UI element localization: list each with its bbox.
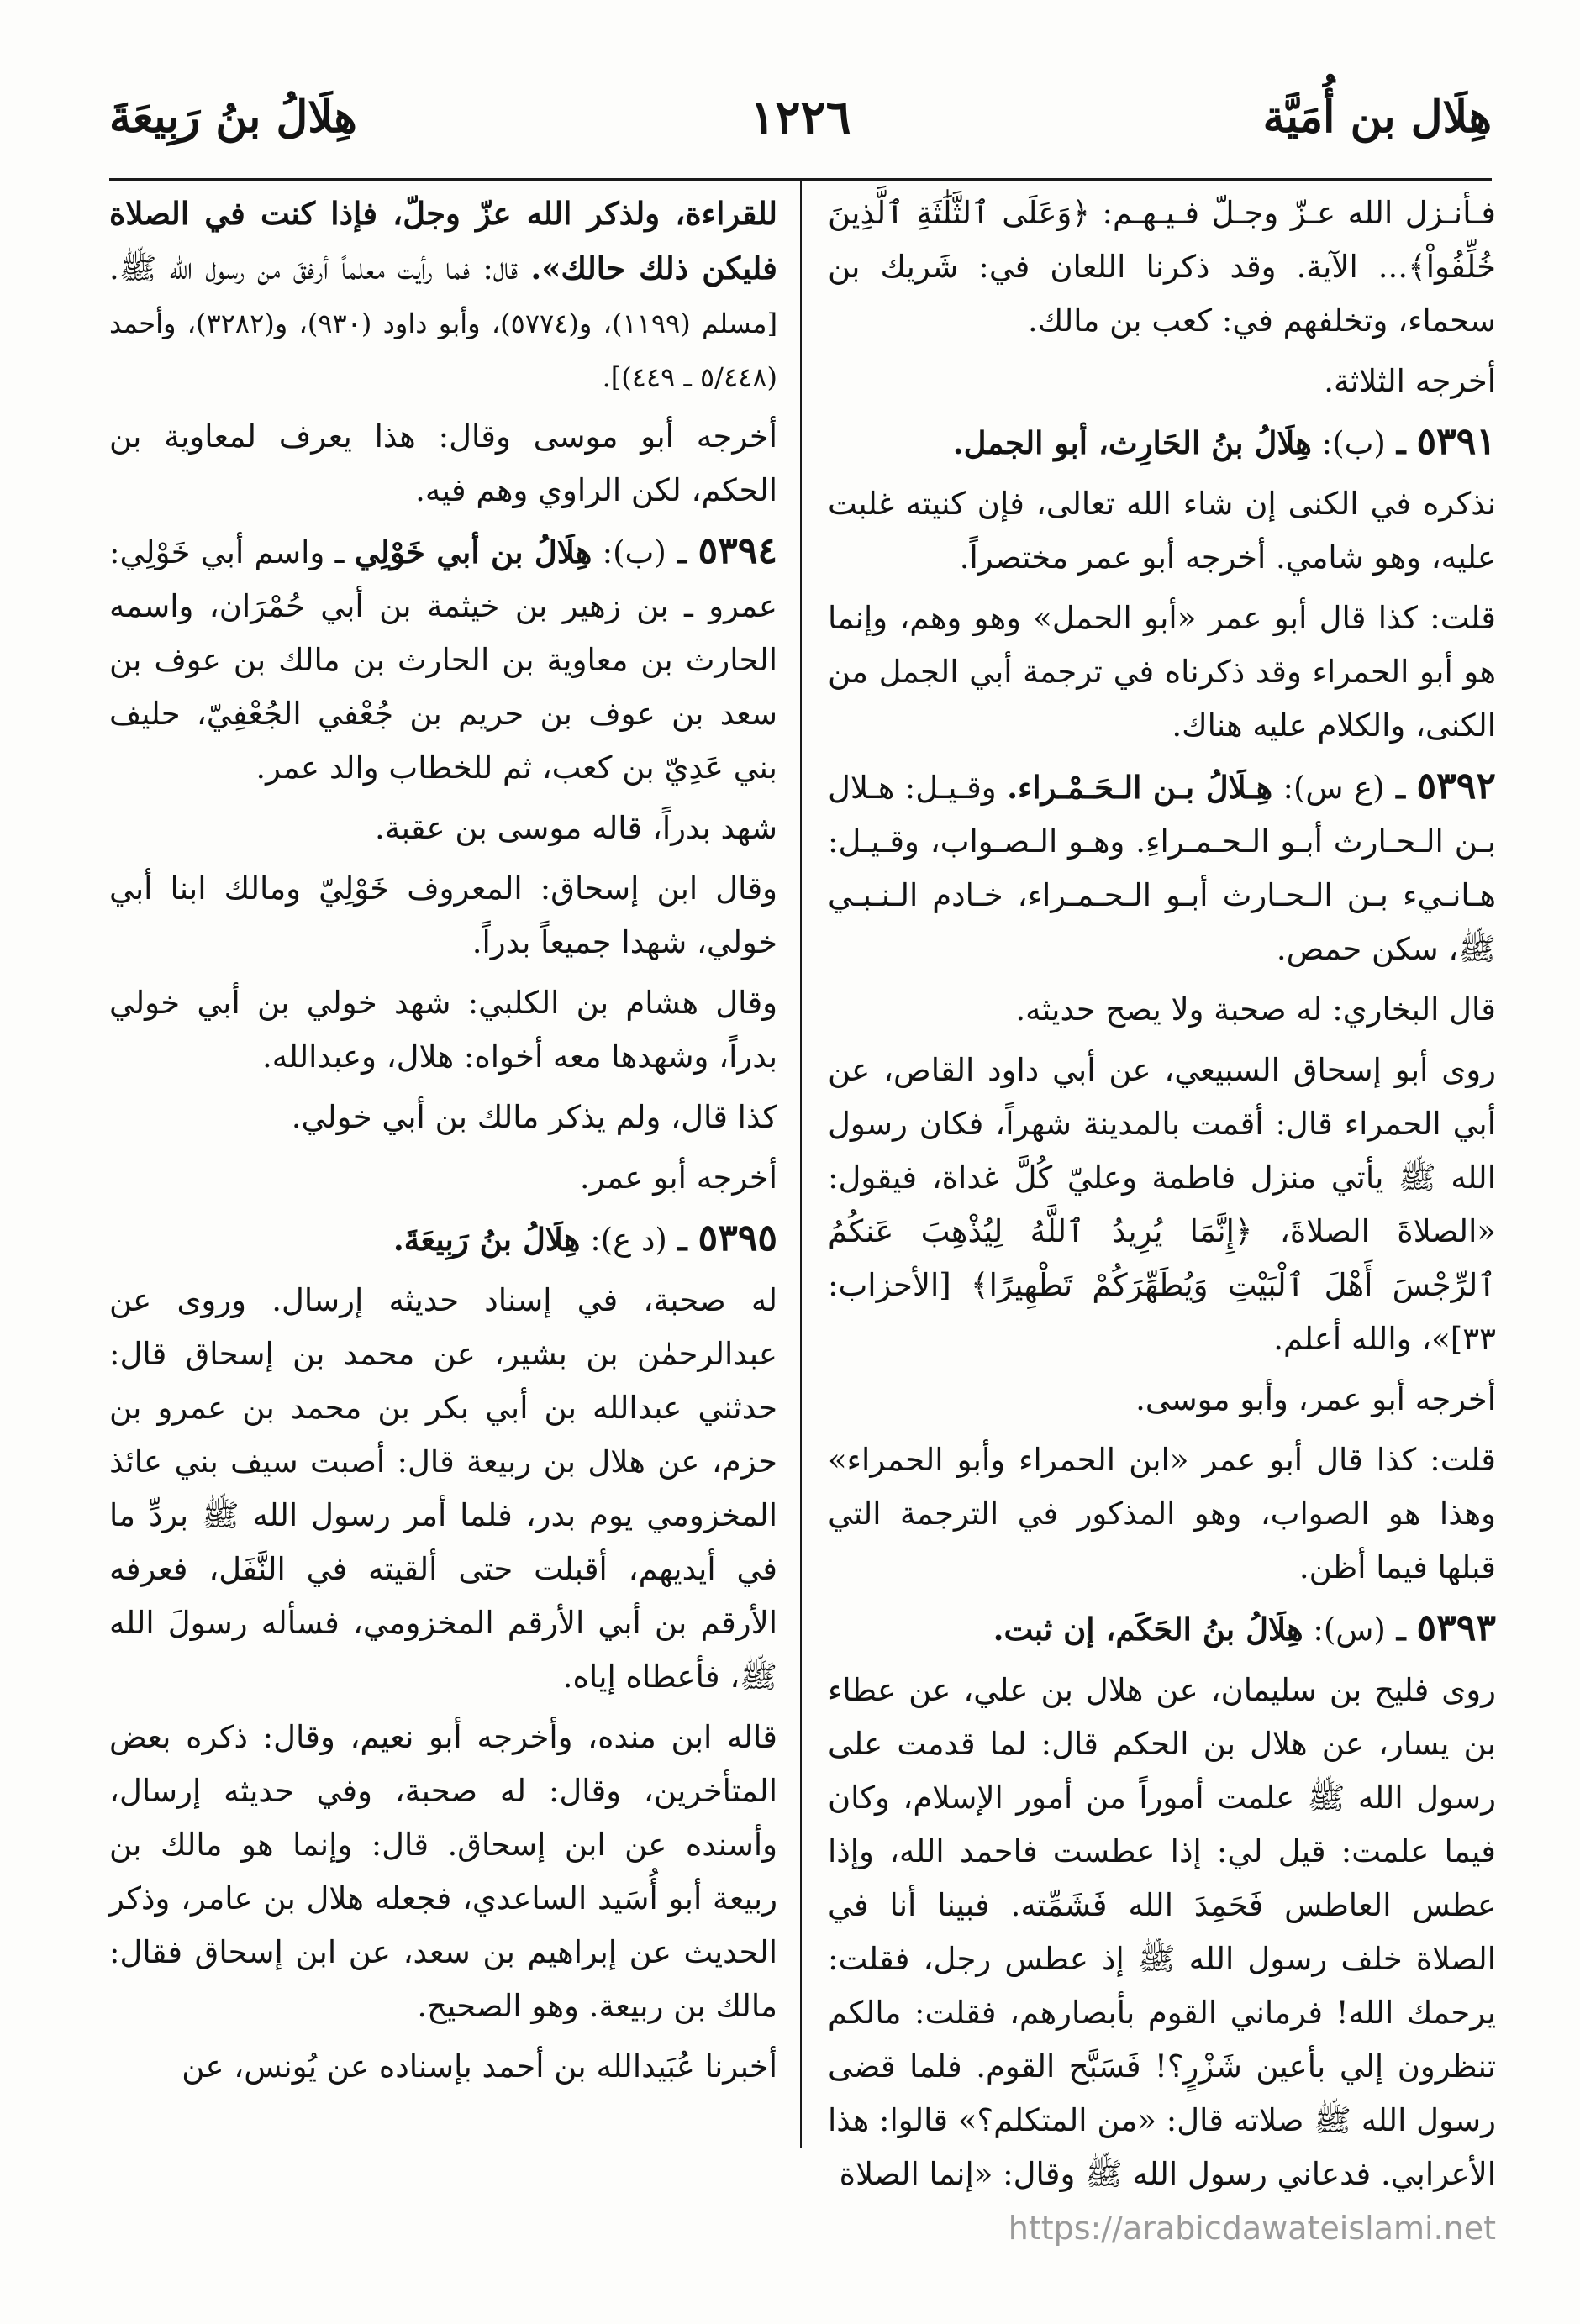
entry-5391 bbox=[828, 415, 1496, 471]
entry-code: (س): bbox=[1303, 1612, 1386, 1648]
paragraph: له صحبة، في إسناد حديثه إرسال. وروى عن عبدالرحمٰن بن بشير، عن محمد بن إسحاق قال: حدثني عبدالله بن أبي بكر بن محمد بن عمرو بن حزم، عن هلال بن ربيعة قال: أصبت سيف بني عائذ المخزومي يوم بدر، فلما أمر رسول الله ﷺ بردِّ ما في أيديهم، أقبلت حتى ألقيته في النَّفَل، فعرفه الأرقم بن أبي الأرقم المخزومي، فسأله رسولَ الله ﷺ، فأعطاه إياه. bbox=[109, 1282, 777, 1695]
entry-text: ـ واسم أبي خَوْلِي: عمرو ـ بن زهير بن خيثمة بن أبي حُمْرَان، واسمه الحارث بن معاوية بن الحارث بن مالك بن عوف بن سعد بن عوف بن حريم بن جُعْفي الجُعْفِيّ، حليف بني عَدِيّ بن كعب، ثم للخطاب والد عمر. bbox=[109, 534, 777, 786]
running-title-left: هِلَالُ بنُ رَبِيعَةَ bbox=[109, 92, 357, 143]
paragraph: فـأنـزل الله عـزّ وجـلّ فـيـهـم: ﴿وَعَلَى ٱلثَّلَٰثَةِ ٱلَّذِينَ خُلِّفُواْ﴾... الآية. وقد ذكرنا اللعان في: شَريك بن سحماء، وتخلفهم في: كعب بن مالك. bbox=[828, 195, 1496, 339]
entry-dash: ـ bbox=[666, 1221, 698, 1258]
paragraph: شهد بدراً، قاله موسى بن عقبة. bbox=[375, 810, 777, 846]
column-divider bbox=[800, 178, 802, 2148]
entry-5393 bbox=[828, 1601, 1496, 1657]
entry-dash: ـ bbox=[1385, 1611, 1417, 1648]
entry-number: ٥٣٩٤ bbox=[698, 529, 777, 572]
paragraph: أخرجه أبو موسى وقال: هذا يعرف لمعاوية بن الحكم، لكن الراوي وهم فيه. bbox=[109, 418, 777, 508]
paragraph: روى فليح بن سليمان، عن هلال بن علي، عن عطاء بن يسار، عن هلال بن الحكم قال: لما قدمت على رسول الله ﷺ علمت أموراً من أمور الإسلام، وكان فيما علمت: قيل لي: إذا عطست فاحمد الله، وإذا عطس العاطس فَحَمِدَ الله فَشَمِّته. فبينا أنا في الصلاة خلف رسول الله ﷺ إذ عطس رجل، فقلت: يرحمك الله! فرماني القوم بأبصارهم، فقلت: مالكم تنظرون إلي بأعين شَزْرٍ؟! فَسَبَّح القوم. فلما قضى رسول الله ﷺ صلاته قال: «من المتكلم؟» قالوا: هذا الأعرابي. فدعاني رسول الله ﷺ وقال: «إنما الصلاة bbox=[828, 1672, 1496, 2192]
page-header bbox=[109, 77, 1492, 153]
reference: [مسلم (١١٩٩)، و(٥٧٧٤)، وأبو داود (٩٣٠)، و(٣٢٨٢)، وأحمد (٥/٤٤٨ ـ ٤٤٩)]. bbox=[109, 308, 778, 393]
entry-number: ٥٣٩٢ bbox=[1416, 765, 1496, 807]
paragraph: أخبرنا عُبَيدالله بن أحمد بإسناده عن يُونس، عن bbox=[182, 2048, 777, 2085]
right-column bbox=[828, 187, 1496, 2192]
entry-number: ٥٣٩٣ bbox=[1416, 1606, 1496, 1649]
entry-name: هِلَالُ بنُ الحَارِث، أبو الجمل. bbox=[952, 424, 1312, 461]
entry-name: هِـلَالُ بـن الـحَـمْـراء. bbox=[1007, 769, 1273, 806]
paragraph-text: قال: فما رأيت معلماً أرفقَ من رسول الله ﷺ. bbox=[109, 250, 531, 287]
left-column bbox=[109, 187, 777, 2153]
paragraph: وقال هشام بن الكلبي: شهد خولي بن أبي خولي بدراً، وشهدها معه أخواه: هلال، وعبدالله. bbox=[109, 985, 777, 1075]
paragraph bbox=[109, 187, 777, 403]
entry-name: هِلَالُ بن أبي خَوْلِي bbox=[354, 534, 592, 570]
entry-dash: ـ bbox=[1385, 424, 1417, 461]
hadith-text: للقراءة، ولذكر الله عزّ وجلّ، فإذا كنت في الصلاة فليكن ذلك حالك». bbox=[109, 195, 777, 287]
entry-code: (ب): bbox=[1311, 425, 1386, 461]
entry-5394 bbox=[109, 524, 777, 795]
page-number: ١٢٢٦ bbox=[750, 90, 851, 145]
running-title-right: هِلَال بن أُمَيَّة bbox=[1262, 92, 1492, 143]
paragraph: قاله ابن منده، وأخرجه أبو نعيم، وقال: ذكره بعض المتأخرين، وقال: له صحبة، وفي حديثه إرسال، وأسنده عن ابن إسحاق. قال: وإنما هو مالك بن ربيعة أبو أُسَيد الساعدي، فجعله هلال بن عامر، وذكر الحديث عن إبراهيم بن سعد، عن ابن إسحاق فقال: مالك بن ربيعة. وهو الصحيح. bbox=[109, 1719, 777, 2024]
entry-5395 bbox=[109, 1212, 777, 1267]
entry-number: ٥٣٩١ bbox=[1416, 420, 1496, 463]
entry-5392 bbox=[828, 760, 1496, 976]
watermark-url: https://arabicdawateislami.net bbox=[1008, 2210, 1496, 2247]
entry-code: (ع س): bbox=[1272, 770, 1385, 806]
paragraph: قال البخاري: له صحبة ولا يصح حديثه. bbox=[1015, 991, 1496, 1028]
entry-dash: ـ bbox=[666, 534, 698, 570]
entry-dash: ـ bbox=[1384, 769, 1417, 806]
entry-number: ٥٣٩٥ bbox=[698, 1217, 777, 1259]
entry-name: هِلَالُ بنُ الحَكَم، إن ثبت. bbox=[993, 1611, 1304, 1648]
entry-text: وقـيـل: هـلال بـن الـحـارث أبـو الـحـمـراءِ. وهـو الـصـواب، وقـيـل: هـانـيء بـن الـحـارث أبـو الـحـمـراء، خـادم الـنـبـي ﷺ، سكن حمص. bbox=[828, 770, 1496, 967]
paragraph: وقال ابن إسحاق: المعروف خَوْلِيّ ومالك ابنا أبي خولي، شهدا جميعاً بدراً. bbox=[109, 870, 777, 960]
paragraph: أخرجه أبو عمر، وأبو موسى. bbox=[1135, 1381, 1496, 1417]
paragraph: أخرجه الثلاثة. bbox=[1324, 363, 1496, 399]
paragraph: أخرجه أبو عمر. bbox=[579, 1159, 777, 1196]
paragraph: نذكره في الكنى إن شاء الله تعالى، فإن كنيته غلبت عليه، وهو شامي. أخرجه أبو عمر مختصراً. bbox=[828, 486, 1496, 576]
entry-code: (د ع): bbox=[580, 1222, 667, 1258]
entry-code: (ب): bbox=[592, 534, 666, 570]
paragraph: قلت: كذا قال أبو عمر «أبو الحمل» وهو وهم، وإنما هو أبو الحمراء وقد ذكرناه في ترجمة أبي الجمل من الكنى، والكلام عليه هناك. bbox=[828, 600, 1496, 744]
entry-name: هِلَالُ بنُ رَبِيعَةَ. bbox=[392, 1221, 581, 1258]
paragraph: روى أبو إسحاق السبيعي، عن أبي داود القاص، عن أبي الحمراء قال: أقمت بالمدينة شهراً، فكان رسول الله ﷺ يأتي منزل فاطمة وعليّ كُلَّ غداة، فيقول: «الصلاةَ الصلاةَ، ﴿إِنَّمَا يُرِيدُ ٱللَّهُ لِيُذْهِبَ عَنكُمُ ٱلرِّجْسَ أَهْلَ ٱلْبَيْتِ وَيُطَهِّرَكُمْ تَطْهِيرًا﴾ [الأحزاب: ٣٣]»، والله أعلم. bbox=[828, 1052, 1496, 1357]
paragraph: كذا قال، ولم يذكر مالك بن أبي خولي. bbox=[291, 1099, 777, 1135]
paragraph: قلت: كذا قال أبو عمر «ابن الحمراء وأبو الحمراء» وهذا هو الصواب، وهو المذكور في الترجمة التي قبلها فيما أظن. bbox=[828, 1442, 1496, 1585]
